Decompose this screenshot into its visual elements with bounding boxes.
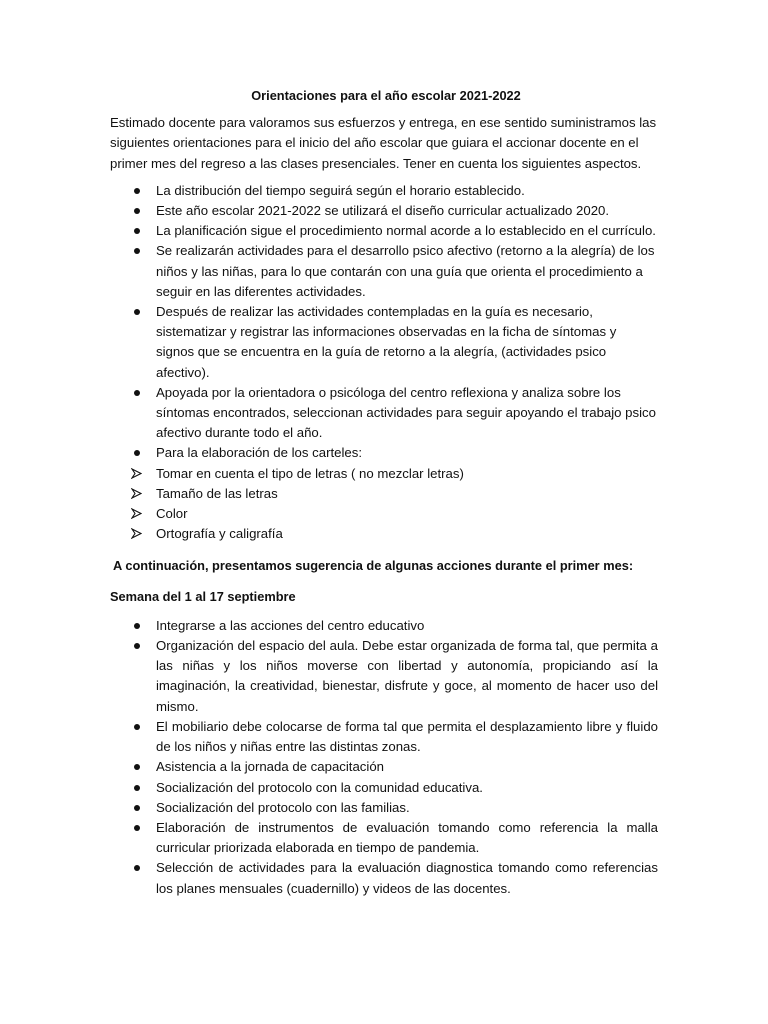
list-item-text: Para la elaboración de los carteles: (156, 445, 362, 461)
list-item-text: El mobiliario debe colocarse de forma tal que permita el desplazamiento libre y fluido de los niños y niñas entre las distintas zonas. (156, 718, 658, 755)
list-item (110, 181, 658, 201)
list-item (110, 818, 658, 858)
sub-list-item-text: Tomar en cuenta el tipo de letras ( no mezclar letras) (156, 465, 464, 481)
intro-paragraph: Estimado docente para valoramos sus esfuerzos y entrega, en ese sentido suministramos las siguientes orientaciones para el inicio del año escolar que guiara el accionar docente en el primer mes del regreso a las clases presenciales. Tener en cuenta los siguientes aspectos. (110, 115, 657, 171)
sub-list-item (110, 464, 658, 484)
list-item-text: Selección de actividades para la evaluación diagnostica tomando como referencias los planes mensuales (cuadernillo) y videos de las docentes. (156, 860, 658, 896)
section-heading: A continuación, presentamos sugerencia de algunas acciones durante el primer mes: (113, 558, 634, 574)
list-item (110, 636, 658, 717)
sub-list-item-text: Ortografía y caligrafía (156, 526, 283, 542)
sub-list-item-text: Color (156, 506, 188, 522)
list-item (110, 717, 658, 757)
list-item-text: Integrarse a las acciones del centro educativo (156, 617, 425, 633)
list-item-text: Elaboración de instrumentos de evaluación tomando como referencia la malla curricular priorizada elaborada en tiempo de pandemia. (156, 819, 658, 856)
list-item (110, 798, 658, 818)
list-item-text: Asistencia a la jornada de capacitación (156, 759, 384, 775)
list-item-text: Organización del espacio del aula. Debe estar organizada de forma tal, que permita a las niñas y los niños moverse con libertad y autonomía, propiciando así la imaginación, la creatividad, bienestar, disfrute y goce, al momento de hacer uso del mismo. (156, 638, 658, 714)
sub-list-item (110, 484, 658, 504)
list-item-text: Socialización del protocolo con la comunidad educativa. (156, 779, 483, 795)
document-title: Orientaciones para el año escolar 2021-2022 (251, 88, 521, 103)
list-item (110, 858, 658, 898)
list-item-text: La planificación sigue el procedimiento normal acorde a lo establecido en el currículo. (156, 223, 656, 239)
list-item-text: Apoyada por la orientadora o psicóloga del centro reflexiona y analiza sobre los síntomas encontrados, seleccionan actividades para seguir apoyando el trabajo psico afectivo durante todo el año. (156, 384, 656, 441)
document-page (110, 86, 658, 899)
actions-list (110, 616, 658, 899)
list-item (110, 302, 658, 383)
list-item (110, 443, 658, 463)
list-item-text: La distribución del tiempo seguirá según el horario establecido. (156, 182, 525, 198)
list-item-text: Se realizarán actividades para el desarrollo psico afectivo (retorno a la alegría) de los niños y las niñas, para lo que contarán con una guía que orienta el procedimiento a seguir en las diferentes actividades. (156, 243, 655, 299)
list-item (110, 778, 658, 798)
sub-list-item (110, 524, 658, 544)
week-heading: Semana del 1 al 17 septiembre (110, 588, 296, 604)
list-item-text: Después de realizar las actividades contempladas en la guía es necesario, sistematizar y registrar las informaciones observadas en la ficha de síntomas y signos que se encuentra en la guía de retorno a la alegría, (actividades psico afectivo). (156, 304, 617, 380)
list-item (110, 757, 658, 777)
sub-list-item (110, 504, 658, 524)
list-item-text: Socialización del protocolo con las familias. (156, 799, 410, 815)
list-item (110, 383, 658, 444)
list-item-text: Este año escolar 2021-2022 se utilizará el diseño curricular actualizado 2020. (156, 203, 610, 219)
guidelines-list (110, 181, 658, 545)
list-item (110, 616, 658, 636)
sub-list-item-text: Tamaño de las letras (156, 485, 278, 501)
list-item (110, 241, 658, 302)
list-item (110, 221, 658, 241)
list-item (110, 201, 658, 221)
